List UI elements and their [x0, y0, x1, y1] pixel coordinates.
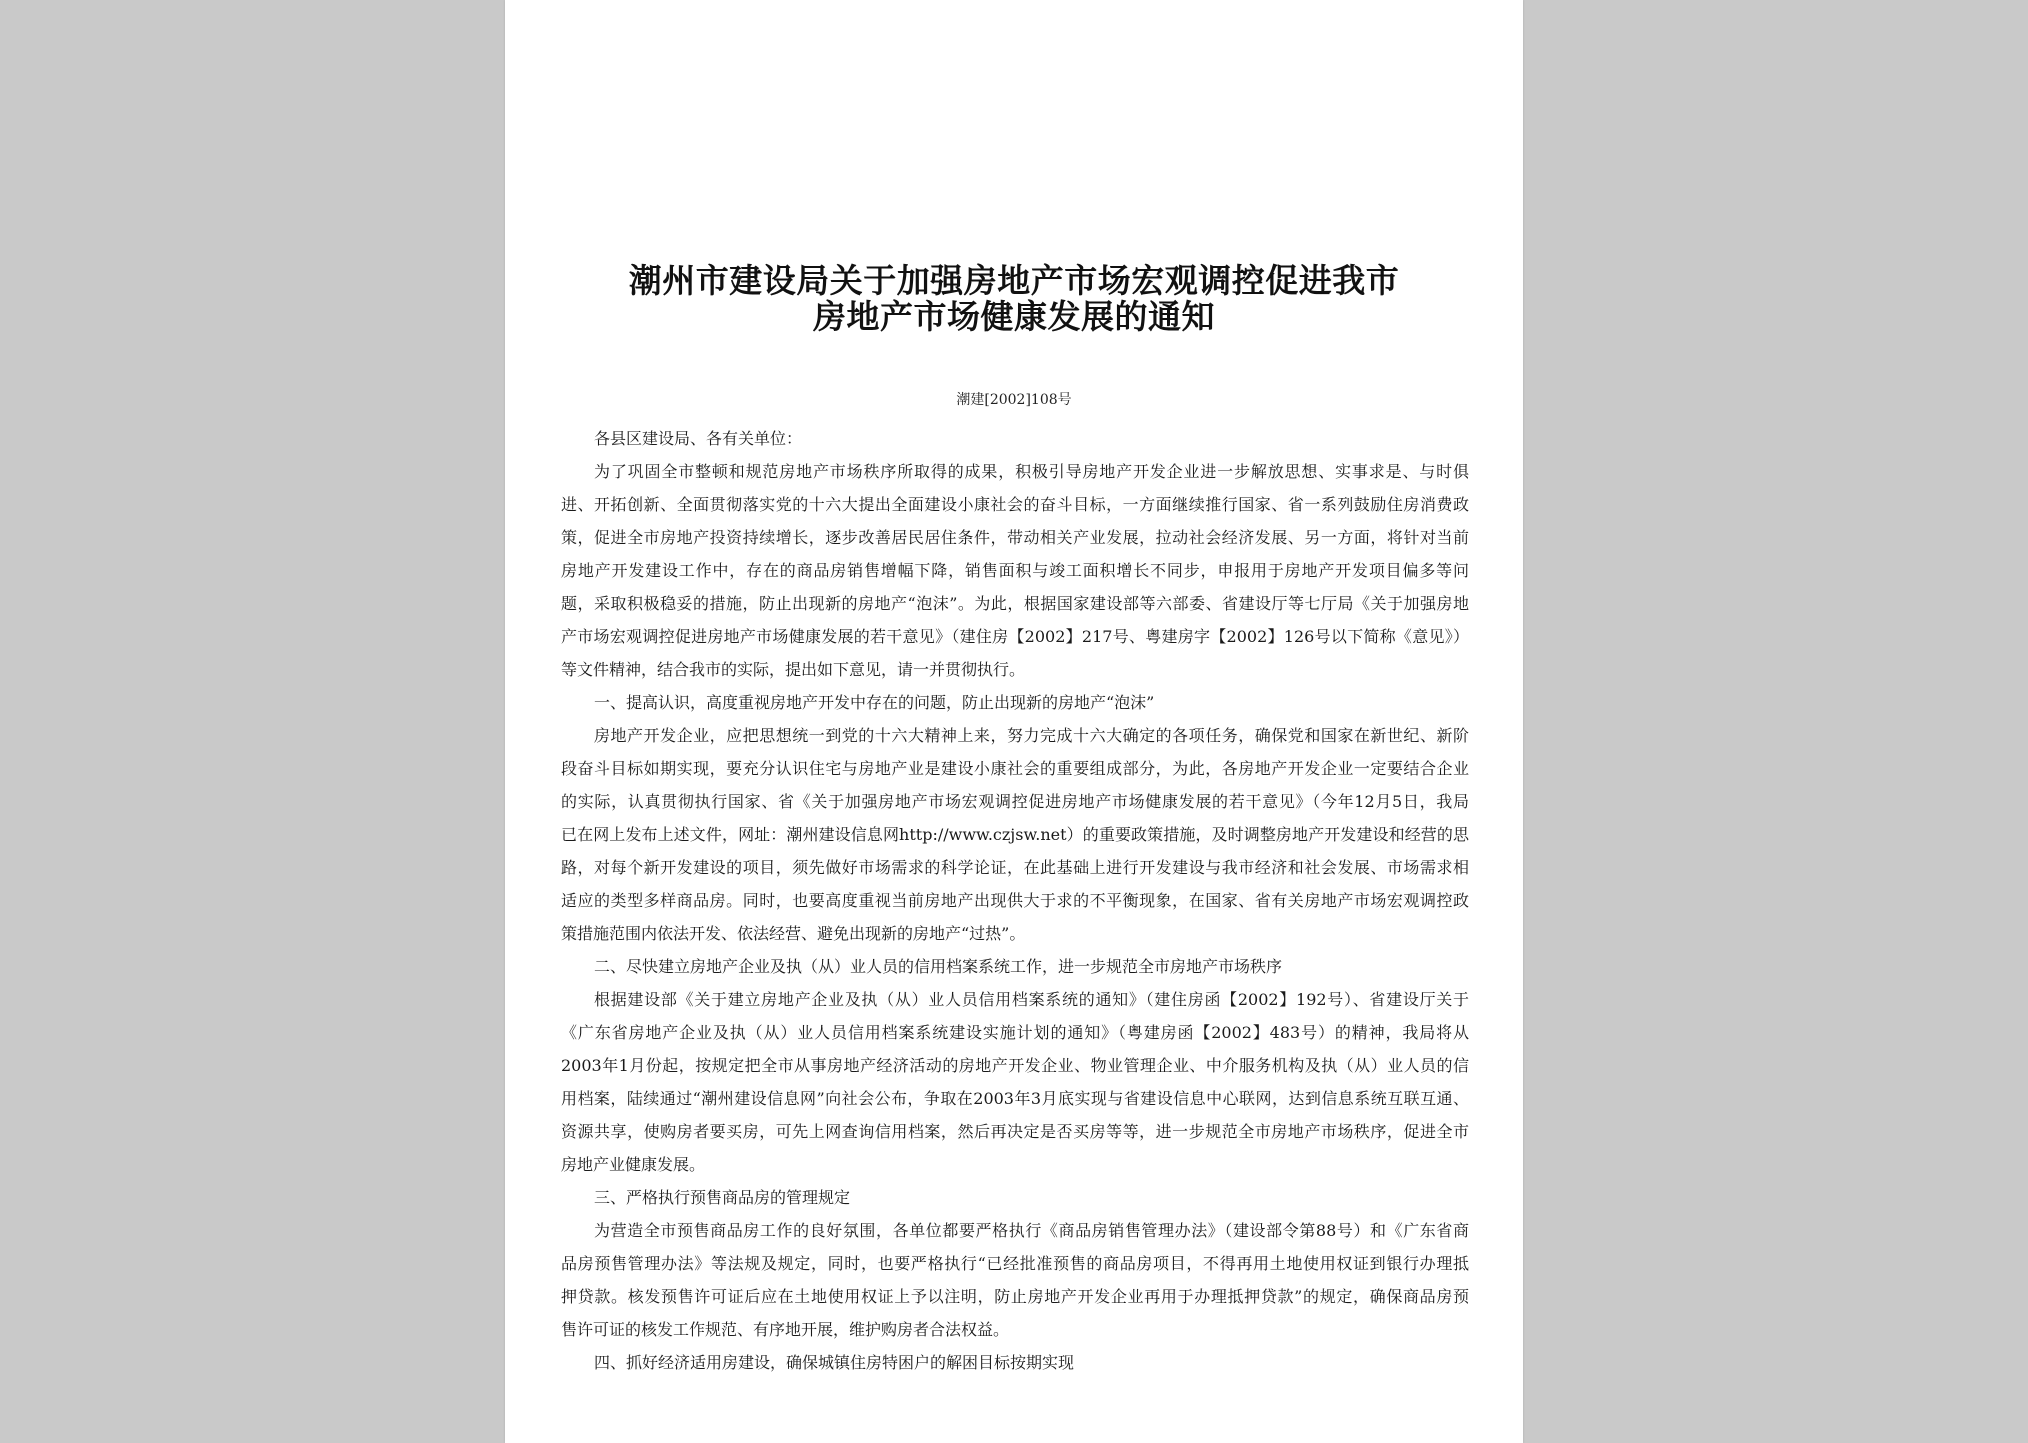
body-line: 押贷款。核发预售许可证后应在土地使用权证上予以注明，防止房地产开发企业再用于办理抵押贷款”的规定，确保商品房预: [561, 1287, 1469, 1306]
body-line: 段奋斗目标如期实现，要充分认识住宅与房地产业是建设小康社会的重要组成部分，为此，各房地产开发企业一定要结合企业: [561, 759, 1469, 778]
body-line: 已在网上发布上述文件，网址：潮州建设信息网http://www.czjsw.net）的重要政策措施，及时调整房地产开发建设和经营的思: [561, 825, 1469, 844]
body-line: 资源共享，使购房者要买房，可先上网查询信用档案，然后再决定是否买房等等，进一步规范全市房地产市场秩序，促进全市: [561, 1122, 1469, 1141]
body-line: 二、尽快建立房地产企业及执（从）业人员的信用档案系统工作，进一步规范全市房地产市场秩序: [594, 957, 1283, 976]
body-line: 《广东省房地产企业及执（从）业人员信用档案系统建设实施计划的通知》（粤建房函【2002】483号）的精神，我局将从: [561, 1023, 1469, 1042]
body-line: 策，促进全市房地产投资持续增长，逐步改善居民居住条件，带动相关产业发展，拉动社会经济发展、另一方面，将针对当前: [561, 528, 1469, 547]
body-line: 策措施范围内依法开发、依法经营、避免出现新的房地产“过热”。: [561, 924, 1026, 943]
body-line: 为营造全市预售商品房工作的良好氛围，各单位都要严格执行《商品房销售管理办法》（建设部令第88号）和《广东省商: [594, 1221, 1469, 1240]
document-number: 潮建[2002]108号: [956, 392, 1072, 408]
body-line: 等文件精神，结合我市的实际，提出如下意见，请一并贯彻执行。: [561, 660, 1026, 679]
body-line: 为了巩固全市整顿和规范房地产市场秩序所取得的成果，积极引导房地产开发企业进一步解放思想、实事求是、与时俱: [594, 462, 1469, 481]
body-line: 品房预售管理办法》等法规及规定，同时，也要严格执行“已经批准预售的商品房项目，不得再用土地使用权证到银行办理抵: [561, 1254, 1469, 1273]
body-line: 的实际，认真贯彻执行国家、省《关于加强房地产市场宏观调控促进房地产市场健康发展的若干意见》（今年12月5日，我局: [561, 792, 1469, 811]
body-line: 房地产业健康发展。: [561, 1155, 706, 1174]
body-line: 题，采取积极稳妥的措施，防止出现新的房地产“泡沫”。为此，根据国家建设部等六部委、省建设厅等七厅局《关于加强房地: [561, 594, 1469, 613]
document-page: [505, 0, 1523, 1443]
body-line: 进、开拓创新、全面贯彻落实党的十六大提出全面建设小康社会的奋斗目标，一方面继续推行国家、省一系列鼓励住房消费政: [561, 495, 1469, 514]
body-line: 房地产开发建设工作中，存在的商品房销售增幅下降，销售面积与竣工面积增长不同步，申报用于房地产开发项目偏多等问: [561, 561, 1469, 580]
body-line: 产市场宏观调控促进房地产市场健康发展的若干意见》（建住房【2002】217号、粤建房字【2002】126号以下简称《意见》）: [561, 627, 1469, 646]
body-line: 一、提高认识，高度重视房地产开发中存在的问题，防止出现新的房地产“泡沫”: [594, 693, 1155, 712]
body-line: 各县区建设局、各有关单位：: [594, 429, 803, 448]
body-line: 适应的类型多样商品房。同时，也要高度重视当前房地产出现供大于求的不平衡现象，在国家、省有关房地产市场宏观调控政: [561, 891, 1469, 910]
body-line: 售许可证的核发工作规范、有序地开展，维护购房者合法权益。: [561, 1320, 1010, 1339]
body-line: 根据建设部《关于建立房地产企业及执（从）业人员信用档案系统的通知》（建住房函【2002】192号）、省建设厅关于: [594, 990, 1469, 1009]
body-line: 路，对每个新开发建设的项目，须先做好市场需求的科学论证，在此基础上进行开发建设与我市经济和社会发展、市场需求相: [561, 858, 1469, 877]
document-body: [561, 422, 1469, 1379]
document-title-line-1: 潮州市建设局关于加强房地产市场宏观调控促进我市: [628, 261, 1400, 300]
body-line: 三、严格执行预售商品房的管理规定: [594, 1188, 851, 1207]
document-title-line-2: 房地产市场健康发展的通知: [813, 297, 1215, 336]
body-line: 四、抓好经济适用房建设，确保城镇住房特困户的解困目标按期实现: [594, 1353, 1075, 1372]
body-line: 2003年1月份起，按规定把全市从事房地产经济活动的房地产开发企业、物业管理企业、中介服务机构及执（从）业人员的信: [561, 1056, 1469, 1075]
body-line: 用档案，陆续通过“潮州建设信息网”向社会公布，争取在2003年3月底实现与省建设信息中心联网，达到信息系统互联互通、: [561, 1089, 1469, 1108]
body-line: 房地产开发企业，应把思想统一到党的十六大精神上来，努力完成十六大确定的各项任务，确保党和国家在新世纪、新阶: [594, 726, 1469, 745]
